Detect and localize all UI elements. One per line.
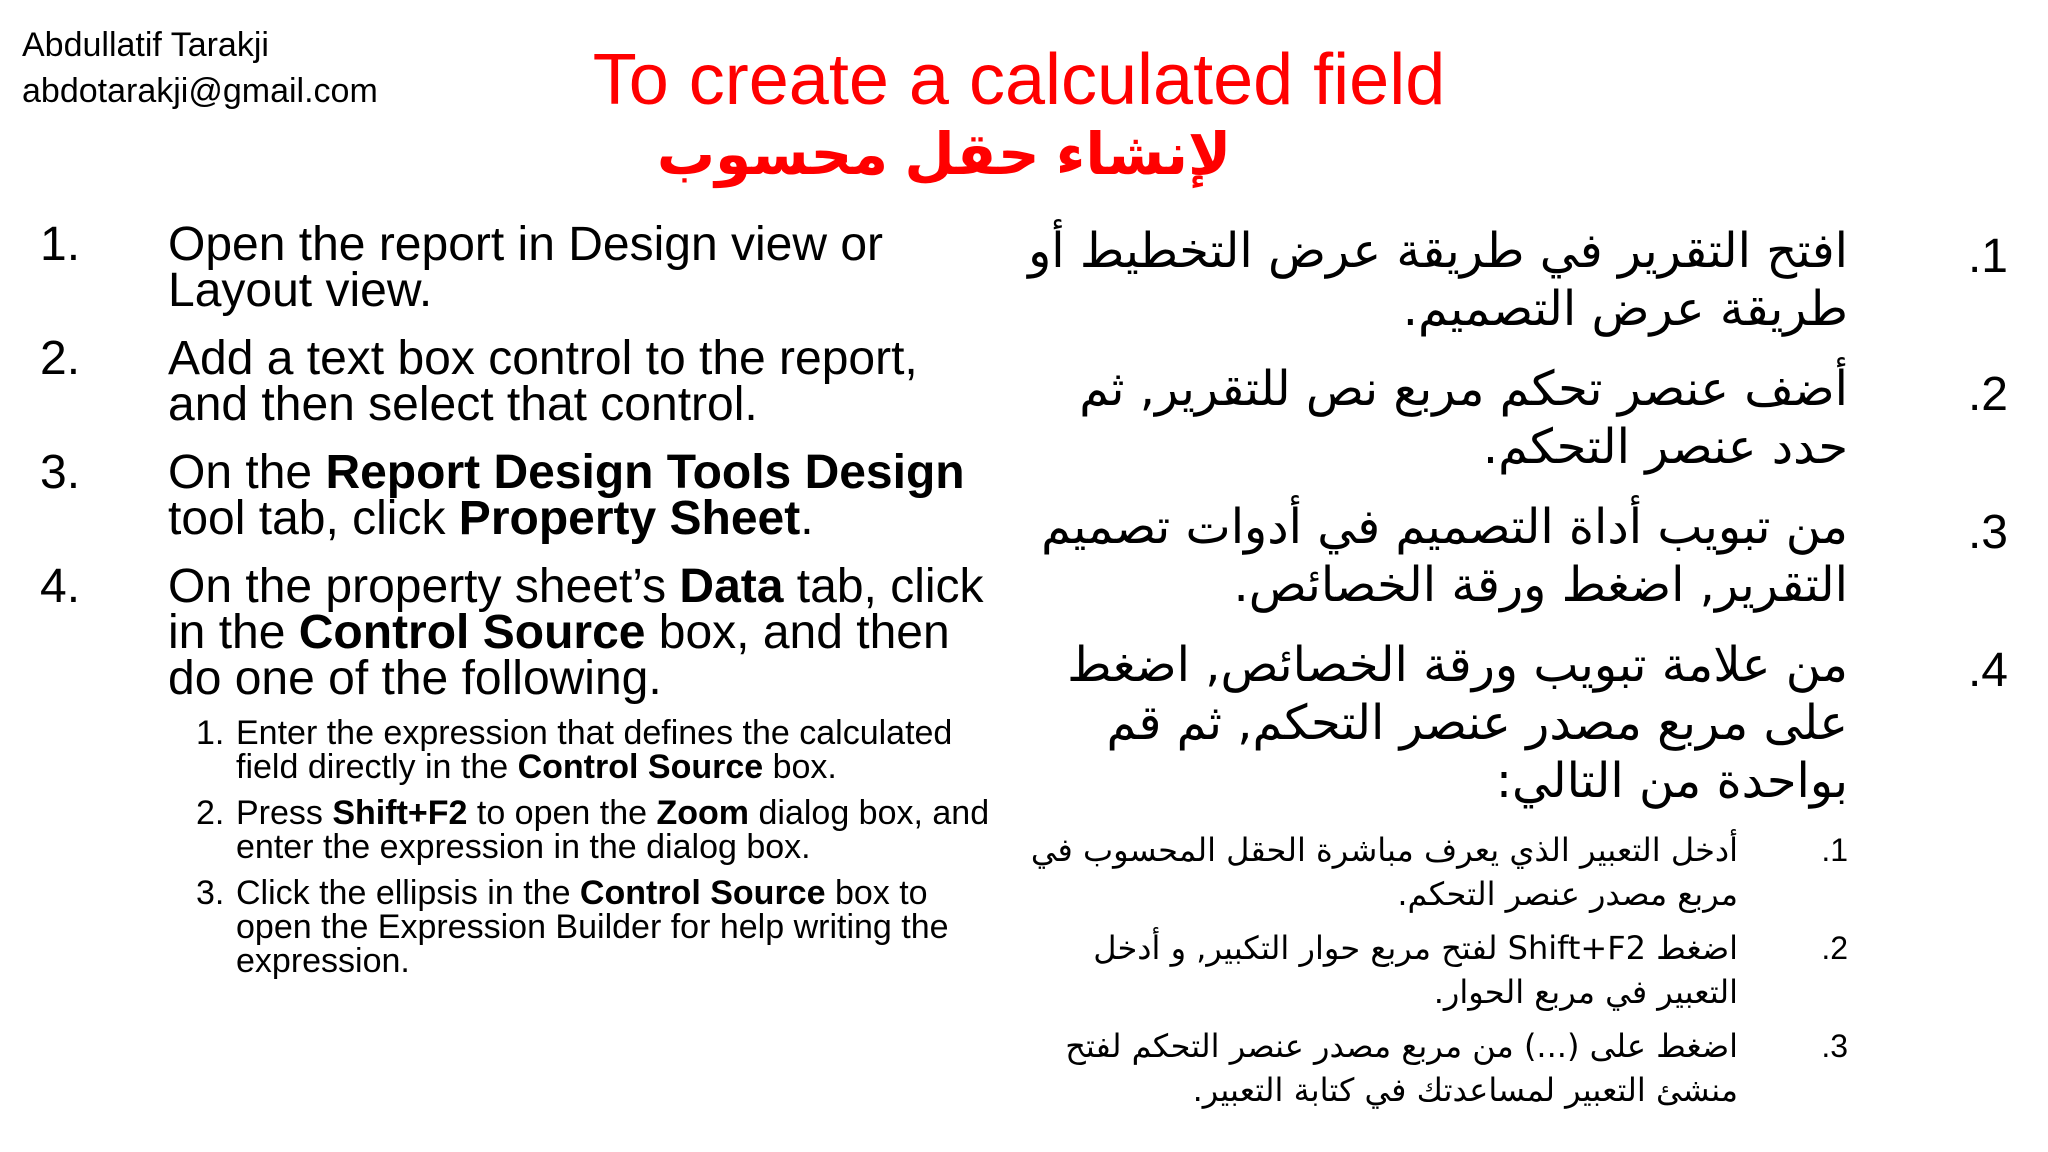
step-number: .3 (1821, 1028, 1848, 1064)
arabic-substep-2 (1008, 926, 2008, 1014)
english-steps (40, 218, 1000, 990)
text-run: Add a text box control to the report, and then select that control. (168, 332, 918, 431)
step-text (168, 446, 965, 545)
text-run: dialog box, and enter the expression in the dialog box. (236, 794, 990, 866)
author-name: Abdullatif Tarakji (22, 26, 269, 64)
bold-term: Control Source (298, 606, 646, 659)
bold-term: Zoom (656, 794, 750, 832)
step-number: .1 (1821, 832, 1848, 868)
text-run: box. (763, 748, 837, 786)
bold-term: Control Source (579, 874, 826, 912)
step-number: .4 (1967, 644, 2008, 697)
arabic-steps (1008, 222, 2008, 1122)
step-text (168, 560, 984, 705)
title-arabic: لإنشاء حقل محسوب (656, 122, 1232, 187)
title-english: To create a calculated field (592, 40, 1446, 120)
bold-term: Report Design Tools Design (325, 446, 965, 499)
step-text: أضف عنصر تحكم مربع نص للتقرير, ثم حدد عنصر التحكم. (1079, 361, 1848, 475)
text-run: box, and then do one of the following. (168, 606, 950, 705)
step-number: 1. (40, 218, 81, 271)
step-number: .2 (1967, 368, 2008, 421)
step-text: من تبويب أداة التصميم في أدوات تصميم التقرير, اضغط ورقة الخصائص. (1041, 499, 1848, 613)
arabic-substep-1 (1008, 828, 2008, 916)
step-text: من علامة تبويب ورقة الخصائص, اضغط على مربع مصدر عنصر التحكم, ثم قم بواحدة من التالي: (1067, 637, 1848, 809)
english-substep-2 (40, 796, 1000, 864)
text-run: On the property sheet’s (168, 560, 680, 613)
english-step-1 (40, 218, 1000, 317)
arabic-step-1 (1008, 222, 2008, 338)
step-number: 3. (196, 874, 225, 912)
english-step-2 (40, 332, 1000, 431)
step-number: 4. (40, 560, 81, 613)
step-text: أدخل التعبير الذي يعرف مباشرة الحقل المحسوب في مربع مصدر عنصر التحكم. (1030, 831, 1738, 913)
step-text (236, 874, 949, 980)
author-email: abdotarakji@gmail.com (22, 72, 378, 110)
step-number: .3 (1967, 506, 2008, 559)
bold-term: Data (679, 560, 784, 613)
step-number: 2. (40, 332, 81, 385)
text-run: Enter the expression that defines the calculated field directly in the (236, 714, 953, 786)
text-run: tab, click in the (168, 560, 984, 659)
arabic-step-3 (1008, 498, 2008, 614)
step-number: .2 (1821, 930, 1848, 966)
bold-term: Property Sheet (458, 492, 801, 545)
text-run: box to open the Expression Builder for help writing the expression. (236, 874, 949, 980)
text-run: On the (168, 446, 326, 499)
step-number: 1. (196, 714, 225, 752)
arabic-substep-3 (1008, 1024, 2008, 1112)
step-text (236, 714, 952, 786)
arabic-step-2 (1008, 360, 2008, 476)
bold-term: Control Source (517, 748, 764, 786)
step-text (168, 332, 918, 431)
step-number: .1 (1967, 230, 2008, 283)
text-run: Open the report in Design view or Layout view. (168, 218, 884, 317)
step-text: اضغط Shift+F2 لفتح مربع حوار التكبير, و أدخل التعبير في مربع الحوار. (1093, 929, 1738, 1011)
step-text: افتح التقرير في طريقة عرض التخطيط أو طريقة عرض التصميم. (1028, 223, 1848, 337)
english-substep-3 (40, 876, 1000, 978)
text-run: to open the (467, 794, 657, 832)
text-run: Press (236, 794, 333, 832)
english-substep-1 (40, 716, 1000, 784)
step-text: اضغط على (...) من مربع مصدر عنصر التحكم لفتح منشئ التعبير لمساعدتك في كتابة التعبير. (1065, 1027, 1738, 1109)
text-run: tool tab, click (168, 492, 459, 545)
english-step-3 (40, 446, 1000, 545)
step-text (236, 794, 989, 866)
step-number: 3. (40, 446, 81, 499)
text-run: Click the ellipsis in the (236, 874, 580, 912)
step-number: 2. (196, 794, 225, 832)
arabic-step-4 (1008, 636, 2008, 810)
english-step-4 (40, 560, 1000, 705)
bold-term: Shift+F2 (332, 794, 468, 832)
step-text (168, 218, 883, 317)
text-run: . (800, 492, 814, 545)
